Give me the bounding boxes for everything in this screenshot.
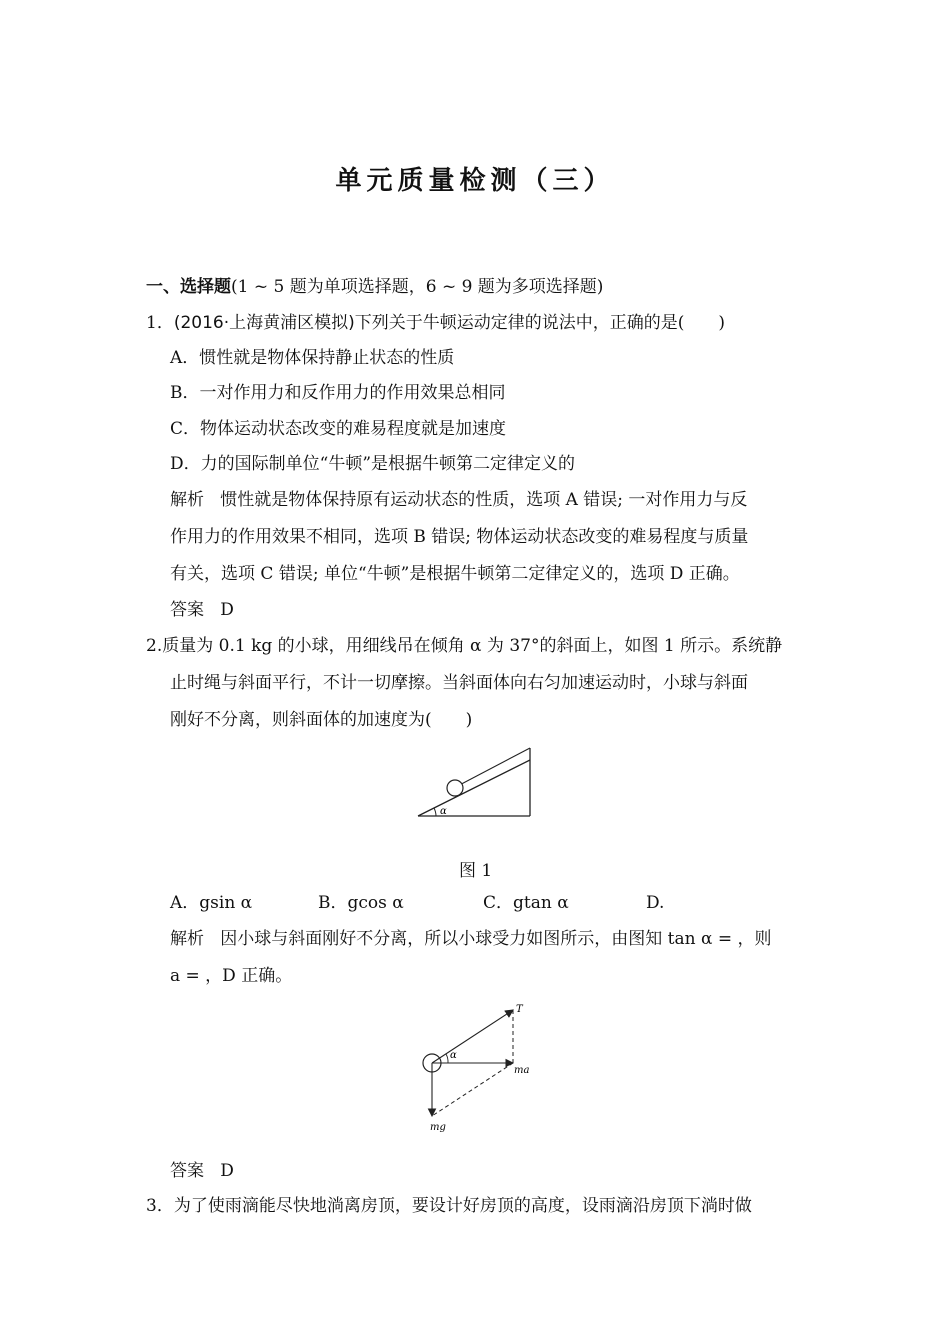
- tension-label: T: [516, 1004, 523, 1015]
- section-header: [146, 276, 603, 298]
- page-title: 单元质量检测（三）: [335, 166, 615, 196]
- q2-option-a: A．gsin α: [170, 893, 253, 913]
- figure-caption: 图 1: [459, 861, 493, 881]
- q2-stem-line-2: 止时绳与斜面平行，不计一切摩擦。当斜面体向右匀加速运动时，小球与斜面: [170, 673, 748, 693]
- question-number: 1．: [146, 313, 174, 333]
- q1-option-d: D．力的国际制单位“牛顿”是根据牛顿第二定律定义的: [170, 454, 576, 474]
- answer-value: D: [220, 1161, 234, 1181]
- q3-stem: 3．为了使雨滴能尽快地淌离房顶，要设计好房顶的高度，设雨滴沿房顶下淌时做: [146, 1196, 752, 1216]
- force-diagram: [416, 998, 546, 1134]
- question-source: (2016·上海黄浦区模拟): [173, 313, 355, 333]
- q2-analysis-line-2: a = ，D 正确。: [170, 966, 293, 986]
- answer-label: 答案: [170, 600, 204, 620]
- q1-analysis-line-1: [170, 489, 747, 511]
- q1-answer: [170, 599, 234, 621]
- angle-alpha-label: α: [440, 806, 447, 817]
- question-text: 下列关于牛顿运动定律的说法中，正确的是( ): [354, 313, 726, 333]
- ma-label: ma: [514, 1065, 530, 1076]
- q1-option-c: C．物体运动状态改变的难易程度就是加速度: [170, 419, 507, 439]
- analysis-label: 解析: [170, 490, 204, 510]
- q2-stem-line-1: 2.质量为 0.1 kg 的小球，用细线吊在倾角 α 为 37°的斜面上，如图 1 所示。系统静: [146, 636, 783, 656]
- answer-label: 答案: [170, 1161, 204, 1181]
- section-head: 一、选择题: [146, 277, 231, 297]
- q1-analysis-line-3: 有关，选项 C 错误; 单位“牛顿”是根据牛顿第二定律定义的，选项 D 正确。: [170, 564, 740, 584]
- analysis-text: 惯性就是物体保持原有运动状态的性质，选项 A 错误; 一对作用力与反: [220, 490, 748, 510]
- q2-stem-line-3: 刚好不分离，则斜面体的加速度为( ): [170, 710, 473, 730]
- section-note: (1 ~ 5 题为单项选择题，6 ~ 9 题为多项选择题): [231, 277, 604, 297]
- q2-analysis-line-1: [170, 928, 771, 950]
- q1-option-b: B．一对作用力和反作用力的作用效果总相同: [170, 383, 506, 403]
- q1-analysis-line-2: 作用力的作用效果不相同，选项 B 错误; 物体运动状态改变的难易程度与质量: [170, 527, 749, 547]
- q2-option-c: C．gtan α: [483, 893, 569, 913]
- question-1-stem: [146, 312, 725, 334]
- mg-label: mg: [430, 1122, 446, 1133]
- q1-option-a: A．惯性就是物体保持静止状态的性质: [170, 348, 455, 368]
- q2-option-b: B．gcos α: [318, 893, 404, 913]
- analysis-label: 解析: [170, 929, 204, 949]
- incline-figure: [410, 742, 540, 822]
- answer-value: D: [220, 600, 234, 620]
- q2-option-d: D.: [646, 893, 665, 913]
- analysis-text: 因小球与斜面刚好不分离，所以小球受力如图所示，由图知 tan α = ，则: [220, 929, 772, 949]
- q2-answer: [170, 1160, 234, 1182]
- alpha-label: α: [450, 1050, 457, 1061]
